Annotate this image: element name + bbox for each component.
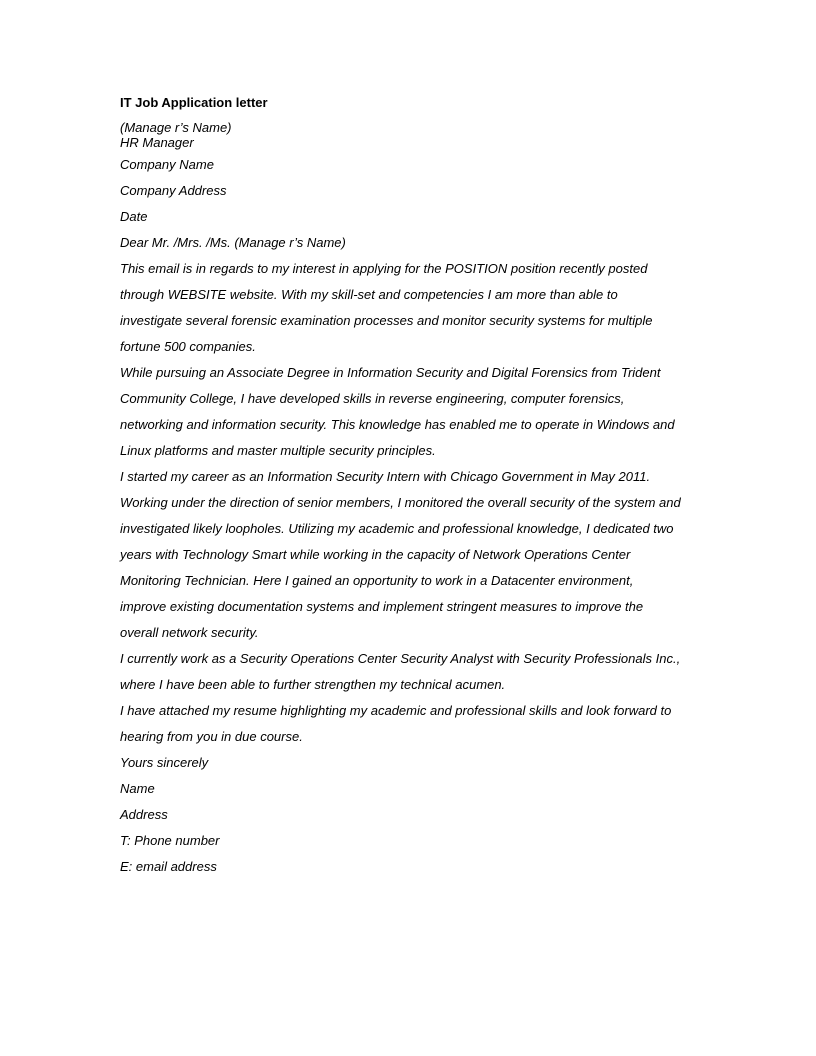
body-line: Linux platforms and master multiple security principles. [120, 443, 436, 458]
signature-name: Name [120, 781, 155, 796]
company-name: Company Name [120, 157, 214, 172]
body-line: Community College, I have developed skills in reverse engineering, computer forensics, [120, 391, 625, 406]
body-line: investigate several forensic examination processes and monitor security systems for multiple [120, 313, 653, 328]
recipient-role: HR Manager [120, 135, 194, 150]
recipient-block [120, 120, 700, 150]
body-line: networking and information security. This knowledge has enabled me to operate in Windows and [120, 417, 675, 432]
body-line: I have attached my resume highlighting my academic and professional skills and look forward to [120, 703, 672, 718]
letter-title: IT Job Application letter [120, 95, 268, 110]
body-line: years with Technology Smart while working in the capacity of Network Operations Center [120, 547, 631, 562]
letter-content [120, 94, 700, 880]
body-line: investigated likely loopholes. Utilizing my academic and professional knowledge, I dedicated two [120, 521, 674, 536]
body-line: improve existing documentation systems and implement stringent measures to improve the [120, 599, 644, 614]
body-line: through WEBSITE website. With my skill-set and competencies I am more than able to [120, 287, 618, 302]
body-line: hearing from you in due course. [120, 729, 303, 744]
signature-address: Address [120, 807, 168, 822]
body-line: Working under the direction of senior members, I monitored the overall security of the system and [120, 495, 681, 510]
signature-email: E: email address [120, 859, 217, 874]
body-line: I started my career as an Information Security Intern with Chicago Government in May 2011. [120, 469, 651, 484]
letter-body [120, 152, 700, 880]
body-line: where I have been able to further strengthen my technical acumen. [120, 677, 506, 692]
body-line: While pursuing an Associate Degree in Information Security and Digital Forensics from Trident [120, 365, 661, 380]
body-line: I currently work as a Security Operations Center Security Analyst with Security Professionals Inc., [120, 651, 681, 666]
body-line: fortune 500 companies. [120, 339, 256, 354]
body-line: This email is in regards to my interest in applying for the POSITION position recently posted [120, 261, 648, 276]
company-address: Company Address [120, 183, 227, 198]
salutation: Dear Mr. /Mrs. /Ms. (Manage r’s Name) [120, 235, 346, 250]
body-line: overall network security. [120, 625, 259, 640]
closing: Yours sincerely [120, 755, 209, 770]
recipient-name: (Manage r’s Name) [120, 120, 232, 135]
signature-phone: T: Phone number [120, 833, 220, 848]
date-line: Date [120, 209, 148, 224]
body-line: Monitoring Technician. Here I gained an opportunity to work in a Datacenter environment, [120, 573, 634, 588]
